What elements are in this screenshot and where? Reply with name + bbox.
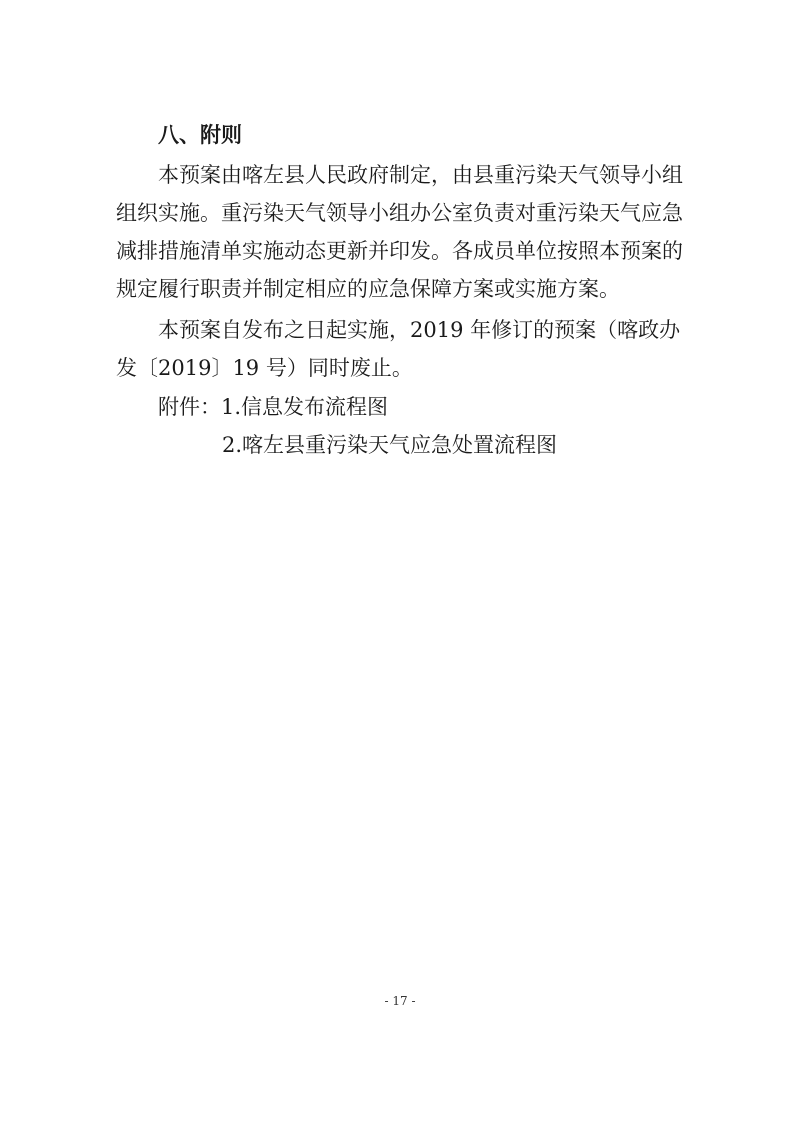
attachment-item-2: 2.喀左县重污染天气应急处置流程图 [222, 433, 558, 457]
attachments-row [0, 392, 800, 422]
paragraph-1-line-4: 规定履行职责并制定相应的应急保障方案或实施方案。 [116, 277, 620, 301]
page-number: - 17 - [384, 994, 416, 1008]
paragraph-2-line-2: 发〔2019〕19 号）同时废止。 [116, 356, 413, 380]
attachment-item-1: 1.信息发布流程图 [221, 395, 389, 419]
paragraph-1-line-3: 减排措施清单实施动态更新并印发。各成员单位按照本预案的 [116, 239, 683, 263]
section-heading: 八、附则 [158, 123, 242, 147]
paragraph-1-line-2: 组织实施。重污染天气领导小组办公室负责对重污染天气应急 [116, 201, 683, 225]
paragraph-1-line-1: 本预案由喀左县人民政府制定，由县重污染天气领导小组 [158, 163, 683, 187]
paragraph-2-line-1: 本预案自发布之日起实施，2019 年修订的预案（喀政办 [158, 318, 681, 342]
attachments-label: 附件： [158, 395, 221, 419]
